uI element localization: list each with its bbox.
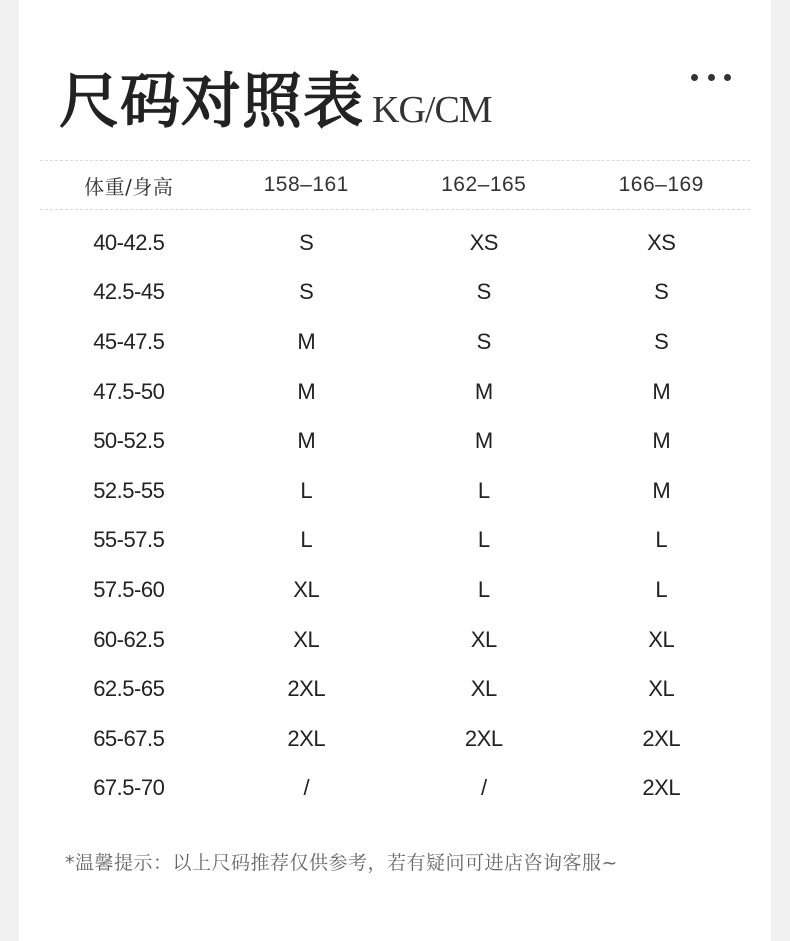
weight-cell: 67.5-70 (93, 775, 165, 801)
size-cell: M (297, 378, 316, 404)
weight-cell: 60-62.5 (93, 626, 165, 652)
table-header (40, 162, 750, 208)
size-cell: 2XL (642, 775, 681, 801)
size-cell: XS (647, 229, 676, 255)
header-height-3: 166–169 (618, 173, 704, 196)
header-bottom-divider (40, 209, 750, 210)
table-row (40, 565, 750, 615)
table-row (40, 615, 750, 665)
dot (708, 74, 715, 81)
title-main: 尺码对照表 (59, 67, 364, 137)
size-cell: L (300, 477, 313, 503)
table-row (40, 416, 750, 466)
size-cell: XL (648, 676, 675, 702)
weight-cell: 62.5-65 (93, 676, 165, 702)
size-cell: L (655, 527, 668, 553)
weight-cell: 45-47.5 (93, 328, 165, 354)
table-row (40, 466, 750, 516)
weight-cell: 65-67.5 (93, 725, 165, 751)
size-cell: M (474, 428, 493, 454)
size-tip-note: *温馨提示：以上尺码推荐仅供参考，若有疑问可进店咨询客服~ (65, 852, 618, 874)
table-row (40, 714, 750, 764)
table-row (40, 317, 750, 367)
size-cell: / (303, 775, 310, 801)
header-weight-height: 体重/身高 (84, 174, 174, 199)
size-cell: S (654, 279, 669, 305)
size-table-body (40, 218, 750, 813)
size-cell: 2XL (287, 725, 326, 751)
size-cell: L (300, 527, 313, 553)
size-cell: XS (469, 229, 498, 255)
weight-cell: 55-57.5 (93, 527, 165, 553)
size-cell: S (299, 229, 314, 255)
size-cell: M (297, 328, 316, 354)
title-unit: KG/CM (372, 89, 492, 131)
size-cell: L (477, 477, 490, 503)
page-title (59, 62, 492, 142)
size-cell: / (480, 775, 487, 801)
more-options-icon[interactable] (691, 66, 731, 88)
size-chart-card (19, 0, 771, 941)
weight-cell: 47.5-50 (93, 378, 165, 404)
size-cell: M (652, 378, 671, 404)
size-cell: L (655, 576, 668, 602)
weight-cell: 50-52.5 (93, 428, 165, 454)
table-row (40, 367, 750, 417)
size-cell: S (476, 279, 491, 305)
size-cell: L (477, 576, 490, 602)
table-row (40, 664, 750, 714)
size-cell: M (297, 428, 316, 454)
size-cell: S (654, 328, 669, 354)
weight-cell: 57.5-60 (93, 576, 165, 602)
size-cell: M (652, 477, 671, 503)
header-height-1: 158–161 (263, 173, 349, 196)
weight-cell: 42.5-45 (93, 279, 165, 305)
weight-cell: 40-42.5 (93, 229, 165, 255)
size-cell: XL (470, 676, 497, 702)
table-row (40, 516, 750, 566)
header-height-2: 162–165 (441, 173, 527, 196)
table-row (40, 764, 750, 814)
size-cell: L (477, 527, 490, 553)
size-cell: M (652, 428, 671, 454)
dot (691, 74, 698, 81)
dot (724, 74, 731, 81)
table-row (40, 218, 750, 268)
size-cell: XL (470, 626, 497, 652)
table-row (40, 268, 750, 318)
size-cell: S (476, 328, 491, 354)
size-cell: XL (293, 576, 320, 602)
weight-cell: 52.5-55 (93, 477, 165, 503)
size-cell: 2XL (464, 725, 503, 751)
size-cell: XL (648, 626, 675, 652)
size-cell: XL (293, 626, 320, 652)
size-cell: 2XL (642, 725, 681, 751)
size-cell: M (474, 378, 493, 404)
size-cell: S (299, 279, 314, 305)
size-cell: 2XL (287, 676, 326, 702)
header-top-divider (40, 160, 750, 161)
